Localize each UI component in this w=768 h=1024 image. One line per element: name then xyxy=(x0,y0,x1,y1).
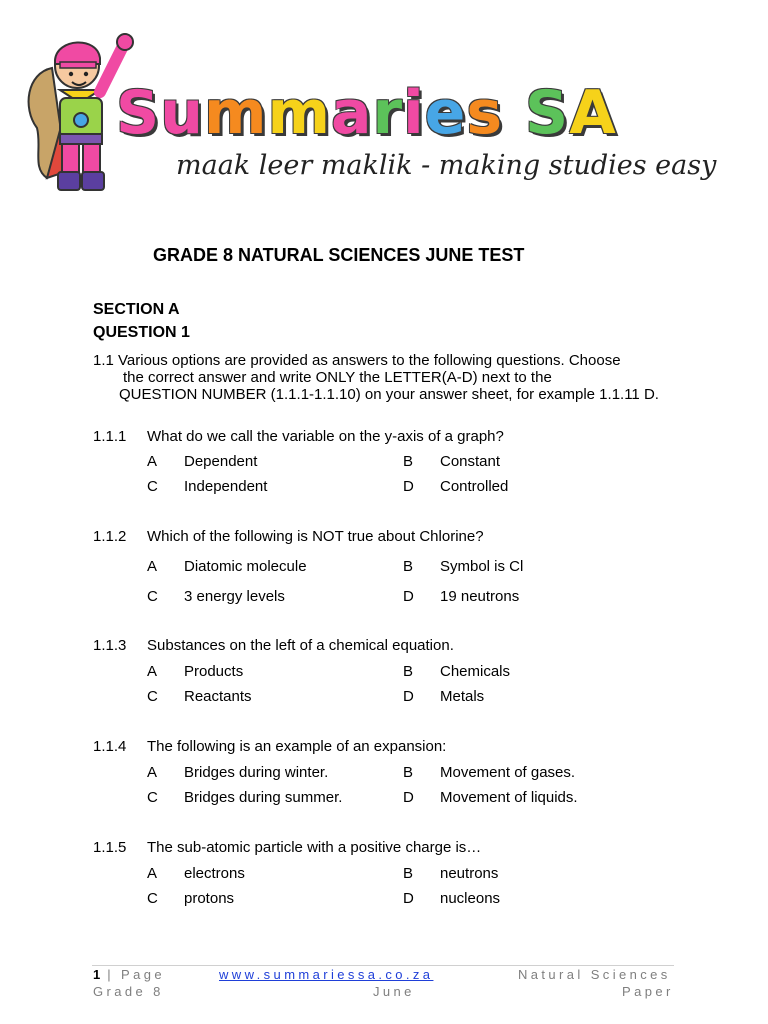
brand-letter: e xyxy=(424,78,467,148)
option-text: electrons xyxy=(184,865,245,882)
option-text: 19 neutrons xyxy=(440,588,520,605)
brand-letter: s xyxy=(466,78,504,148)
footer-month: June xyxy=(373,984,415,999)
question-number: 1.1.1 xyxy=(93,428,127,445)
option-text: neutrons xyxy=(440,865,499,882)
option-letter: C xyxy=(147,588,158,605)
question-number: 1.1.3 xyxy=(93,637,127,654)
option-text: Chemicals xyxy=(440,663,511,680)
option-letter: D xyxy=(403,789,414,806)
option-text: Bridges during summer. xyxy=(184,789,343,806)
page-label: | Page xyxy=(107,967,165,982)
footer-website xyxy=(219,967,433,982)
instruction-line-3: QUESTION NUMBER (1.1.1-1.1.10) on your answer sheet, for example 1.1.11 D. xyxy=(119,386,659,403)
brand-letter: A xyxy=(569,78,617,148)
brand-letter: S xyxy=(524,78,570,148)
option-text: Movement of liquids. xyxy=(440,789,578,806)
option-letter: A xyxy=(147,865,158,882)
footer-subject: Natural Sciences xyxy=(518,967,671,982)
option-text: 3 energy levels xyxy=(184,588,285,605)
brand-letter: u xyxy=(160,78,204,148)
brand-letter: r xyxy=(372,78,404,148)
option-text: Movement of gases. xyxy=(440,764,576,781)
option-text: Constant xyxy=(440,453,501,470)
option-letter: A xyxy=(147,764,158,781)
option-text: Metals xyxy=(440,688,485,705)
question-number: 1.1.5 xyxy=(93,839,127,856)
option-letter: C xyxy=(147,789,158,806)
option-text: Controlled xyxy=(440,478,509,495)
question-heading: QUESTION 1 xyxy=(93,324,190,341)
question-number: 1.1.2 xyxy=(93,528,127,545)
question-text: Which of the following is NOT true about Chlorine? xyxy=(147,528,484,545)
footer-page xyxy=(93,967,165,982)
option-text: nucleons xyxy=(440,890,501,907)
question-text: The sub-atomic particle with a positive charge is… xyxy=(147,839,482,856)
option-text: Products xyxy=(184,663,244,680)
option-letter: A xyxy=(147,453,158,470)
question-text: Substances on the left of a chemical equation. xyxy=(147,637,454,654)
brand-letter: S xyxy=(116,78,161,148)
option-text: Dependent xyxy=(184,453,258,470)
option-text: Reactants xyxy=(184,688,252,705)
brand-tagline: maak leer maklik - making studies easy xyxy=(176,150,717,181)
test-title: GRADE 8 NATURAL SCIENCES JUNE TEST xyxy=(153,245,525,265)
brand-logo-text xyxy=(116,78,617,148)
brand-letter xyxy=(503,78,525,148)
option-text: Symbol is Cl xyxy=(440,558,524,575)
option-text: protons xyxy=(184,890,235,907)
brand-letter: a xyxy=(331,78,373,148)
option-letter: B xyxy=(403,453,414,470)
footer-grade: Grade 8 xyxy=(93,984,164,999)
option-letter: B xyxy=(403,663,414,680)
option-letter: D xyxy=(403,890,414,907)
section-heading: SECTION A xyxy=(93,301,180,318)
option-letter: D xyxy=(403,588,414,605)
option-text: Diatomic molecule xyxy=(184,558,307,575)
option-letter: B xyxy=(403,764,414,781)
brand-letter: m xyxy=(203,78,268,148)
question-text: What do we call the variable on the y-axis of a graph? xyxy=(147,428,504,445)
website-link[interactable]: www.summariessa.co.za xyxy=(219,967,434,982)
option-letter: B xyxy=(403,558,414,575)
instruction-line-1: 1.1 Various options are provided as answers to the following questions. Choose xyxy=(93,352,621,369)
brand-letter: m xyxy=(267,78,331,148)
option-letter: C xyxy=(147,478,158,495)
page-number: 1 xyxy=(93,967,101,982)
option-letter: D xyxy=(403,478,414,495)
instruction-line-2: the correct answer and write ONLY the LETTER(A-D) next to the xyxy=(123,369,552,386)
footer-divider xyxy=(92,965,674,966)
option-letter: B xyxy=(403,865,414,882)
option-text: Independent xyxy=(184,478,268,495)
footer-paper: Paper xyxy=(622,984,674,999)
brand-letter: i xyxy=(403,78,425,148)
option-letter: C xyxy=(147,688,158,705)
option-letter: A xyxy=(147,558,158,575)
option-text: Bridges during winter. xyxy=(184,764,329,781)
question-number: 1.1.4 xyxy=(93,738,127,755)
option-letter: D xyxy=(403,688,414,705)
option-letter: C xyxy=(147,890,158,907)
option-letter: A xyxy=(147,663,158,680)
question-text: The following is an example of an expansion: xyxy=(147,738,447,755)
